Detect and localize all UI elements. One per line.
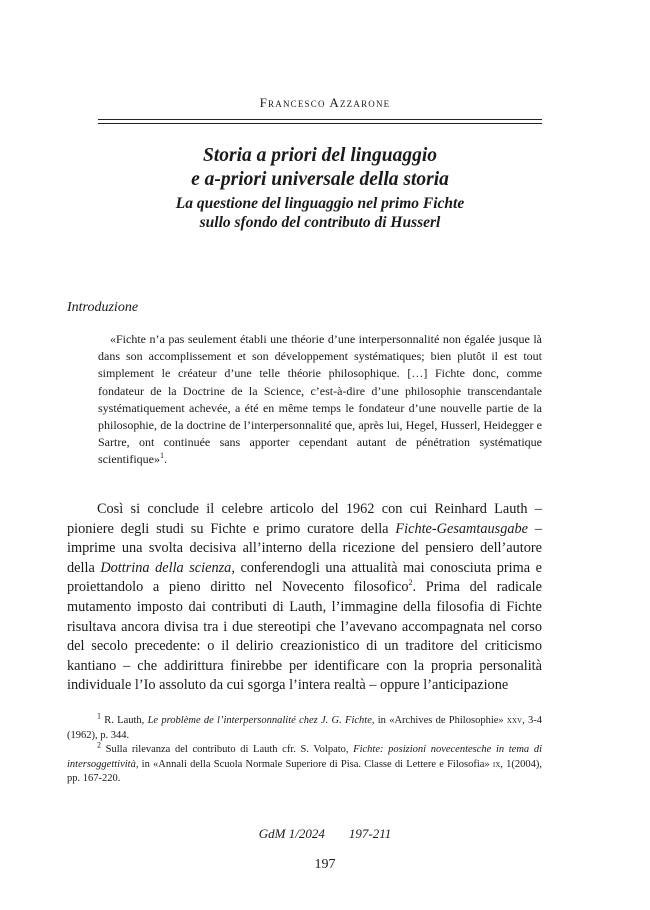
body-italic-title: Dottrina della scienza [100, 559, 232, 576]
footnote-italic: Le problème de l’interpersonnalité chez J. G. Fichte [147, 715, 372, 726]
title-line-2: e a-priori universale della storia [191, 169, 449, 190]
article-title-block [98, 144, 542, 232]
footnote-volume: ix [492, 758, 501, 770]
footnotes [67, 711, 542, 787]
header-rule-bottom [98, 123, 542, 124]
footnote-text: , in «Archives de Philosophie» [371, 715, 507, 726]
journal-page-range: 197-211 [348, 826, 392, 841]
footnote-ref-1: 1 [159, 451, 164, 461]
subtitle-line-1: La questione del linguaggio nel primo Fichte [175, 195, 465, 212]
footnote-text: , 1(2004), pp. 167-220. [67, 758, 542, 785]
footnote-2 [67, 740, 542, 787]
footnote-1 [67, 711, 542, 743]
footnote-ref-2: 2 [408, 578, 413, 588]
footnote-number: 2 [97, 740, 101, 750]
journal-issue: GdM 1/2024 [258, 826, 325, 841]
body-text-span: . Prima del radicale mutamento imposto dai contributi di Lauth, l’immagine della filosofia di Fichte risultava ancora divisa tra i due stereotipi che l’avevano accompagnata nel corso del secolo precedente: o il delirio creazionistico di un traditore del criticismo kantiano – che addirittura finirebbe per identificare con la propria personalità individuale l’Io assoluto da cui sgorga l’intera realtà – oppure l’anticipazione [67, 579, 543, 694]
footnote-text: R. Lauth, [101, 715, 148, 726]
section-heading: Introduzione [67, 300, 139, 315]
body-text [67, 500, 542, 696]
header-rule-top [98, 119, 542, 120]
footnote-text: , in «Annali della Scuola Normale Superiore di Pisa. Classe di Lettere e Filosofia» [135, 758, 493, 770]
running-head-author: Francesco Azzarone [259, 95, 391, 110]
footnote-italic: Fichte: posizioni novecentesche in tema di intersoggettività [67, 744, 542, 770]
subtitle-line-2: sullo sfondo del contributo di Husserl [199, 214, 441, 231]
body-text-span: Così si conclude il celebre articolo del 1962 con cui Reinhard Lauth – pioniere degli studi su Fichte e primo curatore della [67, 501, 542, 537]
footnote-text: , 3-4 (1962), p. 344. [67, 715, 542, 741]
footnote-number: 1 [97, 711, 101, 721]
journal-reference [0, 826, 650, 842]
body-paragraph [67, 500, 542, 696]
footnote-text: Sulla rilevanza del contributo di Lauth cfr. S. Volpato, [101, 744, 354, 756]
body-text-span: – imprime una svolta decisiva all’interno della ricezione del pensiero dell’autore della [67, 520, 542, 576]
body-text-span: , conferendogli una attualità mai conosciuta prima e proiettandolo a pieno diritto nel Novecento filosofico [67, 559, 543, 596]
quote-text: «Fichte n’a pas seulement établi une théorie d’une interpersonnalité non égalée jusque là dans son accomplissement et son développement systématiques; bien plutôt il est tout simplement le créateur d’une telle théorie philosophique. […] Fichte donc, comme fondateur de la Doctrine de la Science, c’est-à-dire d’une philosophie transcendantale systématiquement achevée, a été en même temps le fondateur d’une nouvelle partie de la philosophie, de la doctrine de l’interpersonnalité que, après lui, Hegel, Husserl, Heidegger e Sartre, ont continuée sans apporter cependant autant de pénétration systématique scientifique» [98, 332, 542, 467]
body-italic-title: Fichte-Gesamtausgabe [395, 520, 528, 537]
epigraph-quote: «Fichte n’a pas seulement établi une théorie d’une interpersonnalité non égalée jusque là dans son accomplissement et son développement systématiques; bien plutôt il est tout simplement le créateur d’une telle théorie philosophique. […] Fichte donc, comme fondateur de la Doctrine de la Science, c’est-à-dire d’une philosophie transcendantale systématiquement achevée, a été en même temps le fondateur d’une nouvelle partie de la philosophie, de la doctrine de l’interpersonnalité que, après lui, Hegel, Husserl, Heidegger e Sartre, ont continuée sans apporter cependant autant de pénétration systématique scientifique»$^1$. [98, 332, 542, 467]
footnote-volume: xxv [506, 715, 523, 726]
page-number: 197 [314, 857, 336, 872]
title-line-1: Storia a priori del linguaggio [202, 145, 438, 166]
